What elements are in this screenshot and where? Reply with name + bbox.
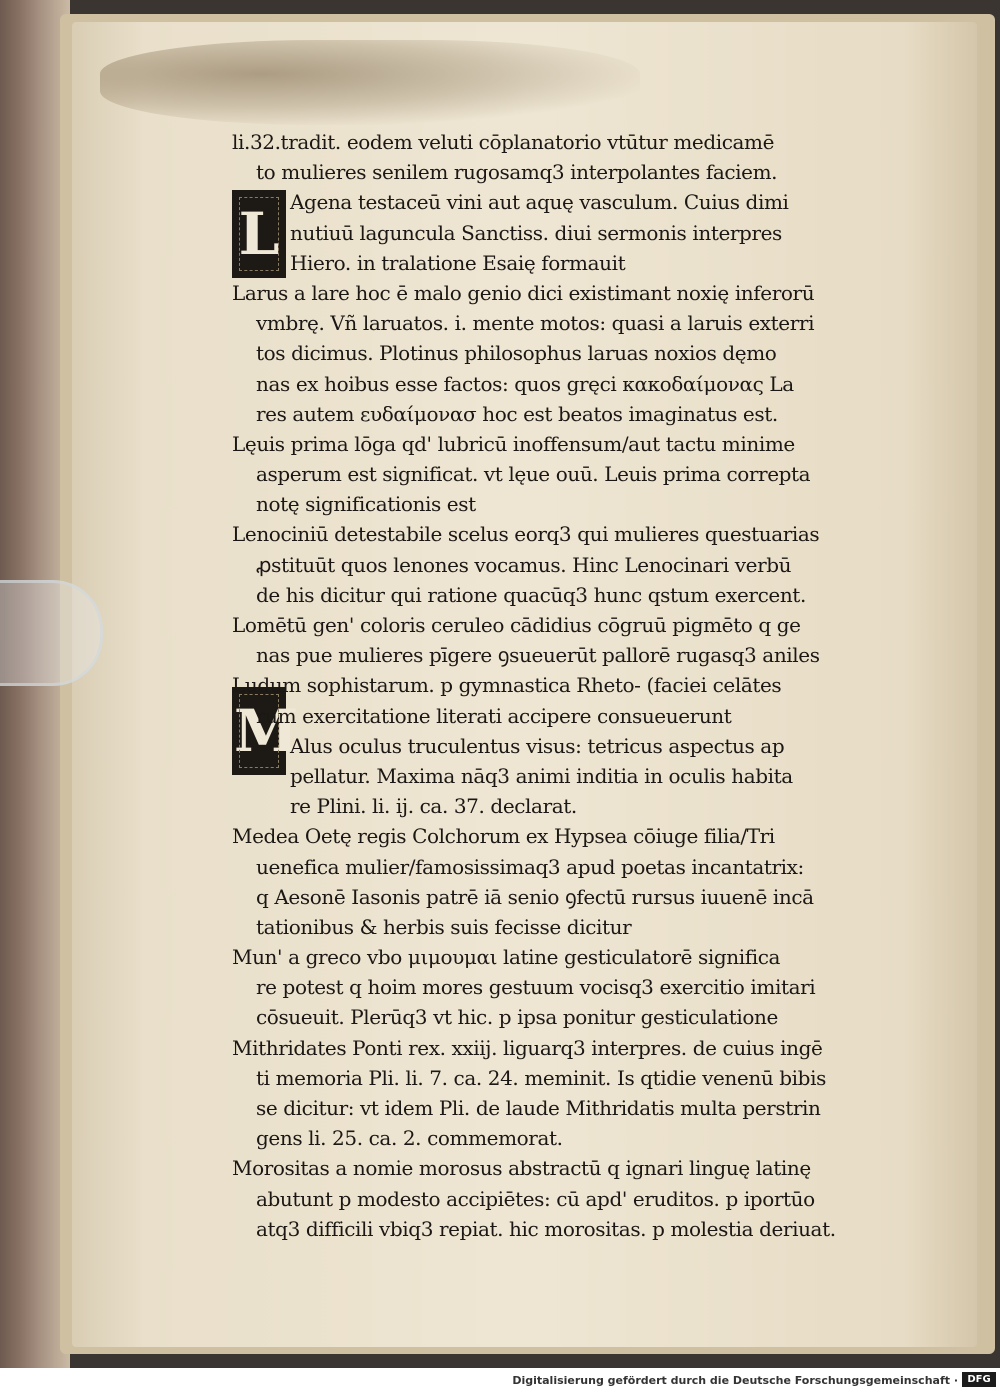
text-line: nas pue mulieres pīgere ꝯsueuerūt pallorē rugasq3 aniles (256, 643, 820, 668)
dfg-logo: DFG (962, 1372, 996, 1387)
text-line: ꝓstituūt quos lenones vocamus. Hinc Lenocinari verbū (256, 552, 792, 577)
text-line: nutiuū laguncula Sanctiss. diui sermonis interpres (290, 220, 782, 245)
page-text (232, 127, 872, 1244)
footer-bar (0, 1368, 1000, 1392)
text-line: cōsueuit. Plerūq3 vt hic. p ipsa ponitur gesticulatione (256, 1005, 778, 1030)
footer-credit: Digitalisierung gefördert durch die Deutsche Forschungsgemeinschaft · (512, 1374, 958, 1387)
text-line: res autem ευδαίμονασ hoc est beatos imaginatus est. (256, 401, 778, 426)
text-line: Morositas a nomie morosus abstractū q ignari linguę latinę (232, 1156, 811, 1181)
text-line: ti memoria Pli. li. 7. ca. 24. meminit. Is qtidie venenū bibis (256, 1065, 826, 1090)
text-line: tationibus & herbis suis fecisse dicitur (256, 914, 632, 939)
text-line: gens li. 25. ca. 2. commemorat. (256, 1126, 563, 1151)
text-line: vmbrę. Vñ laruatos. i. mente motos: quasi a laruis exterri (256, 311, 815, 336)
text-line: Lenociniū detestabile scelus eorq3 qui mulieres questuarias (232, 522, 820, 547)
text-line: q Aesonē Iasonis patrē iā senio ꝯfectū rursus iuuenē incā (256, 884, 814, 909)
text-line: Alus oculus truculentus visus: tetricus aspectus ap (290, 733, 785, 758)
drop-cap-l: L (232, 190, 286, 278)
text-line: de his dicitur qui ratione quacūq3 hunc qstum exercent. (256, 582, 806, 607)
text-line: to mulieres senilem rugosamq3 interpolantes faciem. (256, 160, 778, 185)
text-line: Mithridates Ponti rex. xxiij. liguarq3 interpres. de cuius ingē (232, 1035, 823, 1060)
text-line: se dicitur: vt idem Pli. de laude Mithridatis multa perstrin (256, 1096, 821, 1120)
text-line: pellatur. Maxima nāq3 animi inditia in oculis habita (290, 763, 793, 788)
text-line: abutunt p modesto accipiētes: cū apd' eruditos. p iportūo (256, 1186, 815, 1211)
text-line: Hiero. in tralatione Esaię formauit (290, 250, 626, 275)
text-line: uenefica mulier/famosissimaq3 apud poetas incantatrix: (256, 854, 804, 879)
text-line: Larus a lare hoc ē malo genio dici existimant noxię inferorū (232, 280, 815, 305)
text-line: re Plini. li. ij. ca. 37. declarat. (290, 794, 577, 819)
text-line: atq3 difficili vbiq3 repiat. hic morositas. p molestia deriuat. (256, 1216, 836, 1241)
text-line: asperum est significat. vt lęue ouū. Leuis prima correpta (256, 462, 811, 487)
page-clip (0, 580, 103, 686)
water-stain (100, 40, 640, 125)
text-line: Medea Oetę regis Colchorum ex Hypsea cōiuge filia/Tri (232, 824, 775, 849)
text-line: Agena testaceū vini aut aquę vasculum. Cuius dimi (290, 190, 789, 215)
text-line: Lomētū gen' coloris ceruleo cādidius cōgruū pigmēto q ge (232, 613, 801, 637)
text-line: notę significationis est (256, 492, 476, 517)
text-line: nas ex hoibus esse factos: quos gręci κακοδαίμονας La (256, 371, 794, 396)
text-line: tos dicimus. Plotinus philosophus laruas noxios dęmo (256, 341, 777, 366)
text-line: li.32.tradit. eodem veluti cōplanatorio vtūtur medicamē (232, 130, 775, 154)
text-line: rum exercitatione literati accipere consueuerunt (256, 703, 732, 728)
drop-cap-m: M (232, 687, 286, 775)
text-line: re potest q hoim mores gestuum vocisq3 exercitio imitari (256, 975, 816, 1000)
text-line: Ludum sophistarum. p gymnastica Rheto- (faciei celātes (232, 673, 782, 698)
text-line: Lęuis prima lōga qd' lubricū inoffensum/aut tactu minime (232, 431, 795, 456)
text-line: Mun' a greco vbo μιμουμαι latine gesticulatorē significa (232, 945, 781, 970)
